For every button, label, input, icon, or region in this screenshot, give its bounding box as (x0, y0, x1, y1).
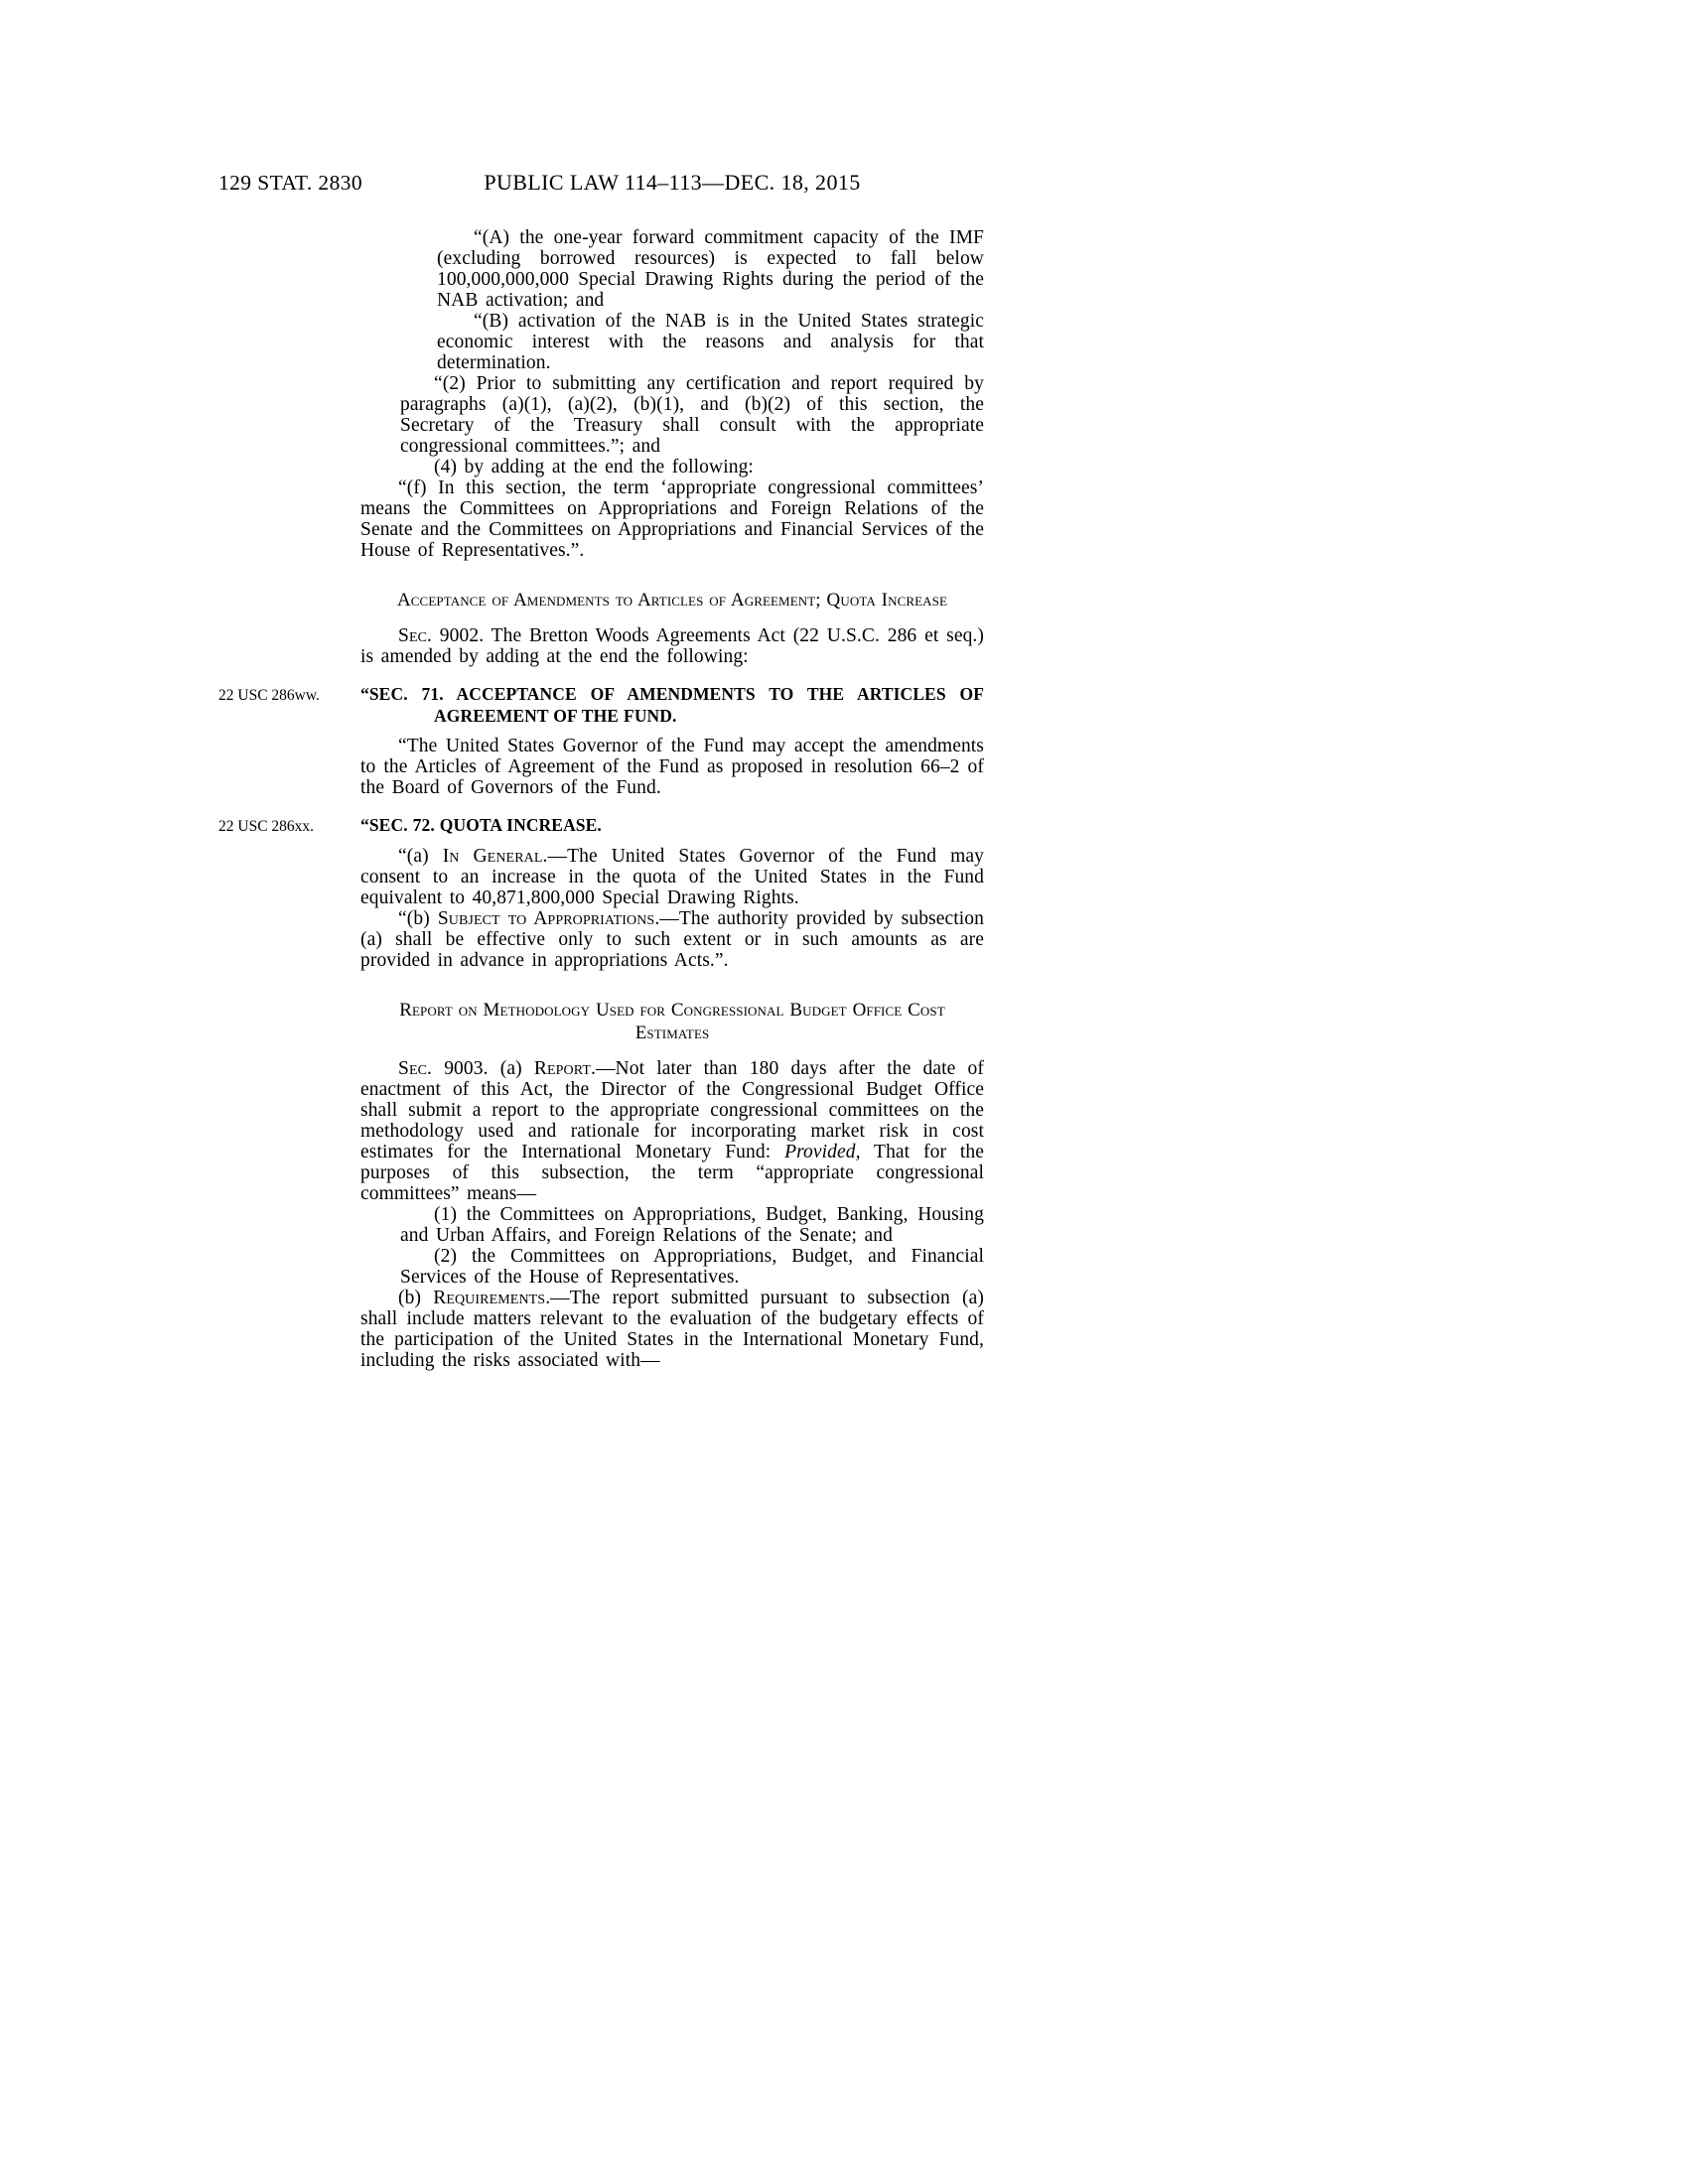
section-71-body: “The United States Governor of the Fund may accept the amendments to the Articles of Agreement of the Fund as proposed in resolution 66–2 of the Board of Governors of the Fund. (360, 736, 984, 798)
subsection-b-label: (b) (398, 1287, 434, 1308)
paragraph-2: “(2) Prior to submitting any certification and report required by paragraphs (a)(1), (a)(2), (b)(1), and (b)(2) of this section, the Secretary of the Treasury shall consult with the appropriate congressional committees.”; and (400, 373, 984, 457)
section-9002-text: 9002. The Bretton Woods Agreements Act (22 U.S.C. 286 et seq.) is amended by adding at the end the following: (360, 625, 984, 667)
section-9003a-text-continued: That for the purposes of this subsection, the term “appropriate congressional committees” means— (360, 1141, 984, 1204)
in-general-label: In General (442, 845, 543, 867)
requirements-label: Requirements (433, 1287, 546, 1308)
subject-to-appropriations-label: Subject to Appropriations (437, 907, 655, 929)
margin-note-22usc286ww: 22 USC 286ww. (218, 687, 320, 704)
section-71-block (218, 684, 984, 798)
clause-1-paragraph: (1) the Committees on Appropriations, Budget, Banking, Housing and Urban Affairs, and Foreign Relations of the Senate; and (400, 1203, 984, 1246)
public-law-running-head: PUBLIC LAW 114–113—DEC. 18, 2015 (484, 170, 861, 195)
sec-label: Sec. (398, 1057, 433, 1079)
proviso-label: Provided, (784, 1141, 861, 1162)
report-label: Report (533, 1057, 591, 1079)
section-9003a-text: .—Not later than 180 days after the date of enactment of this Act, the Director of the Congressional Budget Office shall submit a report to the appropriate congressional committees on the methodology used and rationale for incorporating market risk in cost estimates for the International Monetary Fund: (360, 1057, 984, 1162)
subsection-b-label: “(b) (398, 907, 438, 929)
section-72a-paragraph (360, 846, 984, 908)
subsection-a-text: .—The United States Governor of the Fund may consent to an increase in the quota of the United States in the Fund equivalent to 40,871,800,000 Special Drawing Rights. (360, 845, 985, 908)
paragraph-4: (4) by adding at the end the following: (434, 457, 754, 478)
clause-A-paragraph: “(A) the one-year forward commitment capacity of the IMF (excluding borrowed resources) is expected to fall below 100,000,000,000 Special Drawing Rights during the period of the NAB activation; and (437, 227, 984, 311)
section-72-heading: “SEC. 72. QUOTA INCREASE. (360, 815, 602, 835)
crossheading-9003: Report on Methodology Used for Congressional Budget Office Cost Estimates (399, 999, 945, 1043)
section-9003b-text: .—The report submitted pursuant to subsection (a) shall include matters relevant to the evaluation of the budgetary effects of the participation of the United States in the International Monetary Fund, including the risks associated with— (360, 1287, 984, 1371)
subsection-a-label: “(a) (398, 845, 443, 867)
clause-B-paragraph: “(B) activation of the NAB is in the United States strategic economic interest with the reasons and analysis for that determination. (437, 311, 984, 373)
sec-label: Sec. (398, 625, 433, 646)
subsection-b-text: .—The authority provided by subsection (a) shall be effective only to such extent or in such amounts as are provided in advance in appropriations Acts.”. (360, 907, 984, 971)
statute-text-column (218, 227, 985, 1371)
clause-2-paragraph: (2) the Committees on Appropriations, Budget, and Financial Services of the House of Representatives. (400, 1245, 984, 1288)
section-9003b-paragraph (360, 1288, 984, 1371)
margin-note-22usc286xx: 22 USC 286xx. (218, 818, 315, 835)
section-72b-paragraph (360, 908, 984, 971)
section-71-heading: “SEC. 71. ACCEPTANCE OF AMENDMENTS TO THE ARTICLES OF AGREEMENT OF THE FUND. (360, 684, 984, 726)
crossheading-9002: Acceptance of Amendments to Articles of Agreement; Quota Increase (396, 590, 948, 611)
section-9002-paragraph (360, 625, 984, 667)
section-9003a-paragraph (360, 1058, 984, 1204)
section-72-block (218, 815, 985, 971)
subsection-f-paragraph: “(f) In this section, the term ‘appropriate congressional committees’ means the Committees on Appropriations and Foreign Relations of the Senate and the Committees on Appropriations and Financial Services of the House of Representatives.”. (360, 478, 984, 561)
stat-page-number: 129 STAT. 2830 (218, 171, 363, 195)
section-9003-number: 9003. (a) (432, 1057, 534, 1079)
